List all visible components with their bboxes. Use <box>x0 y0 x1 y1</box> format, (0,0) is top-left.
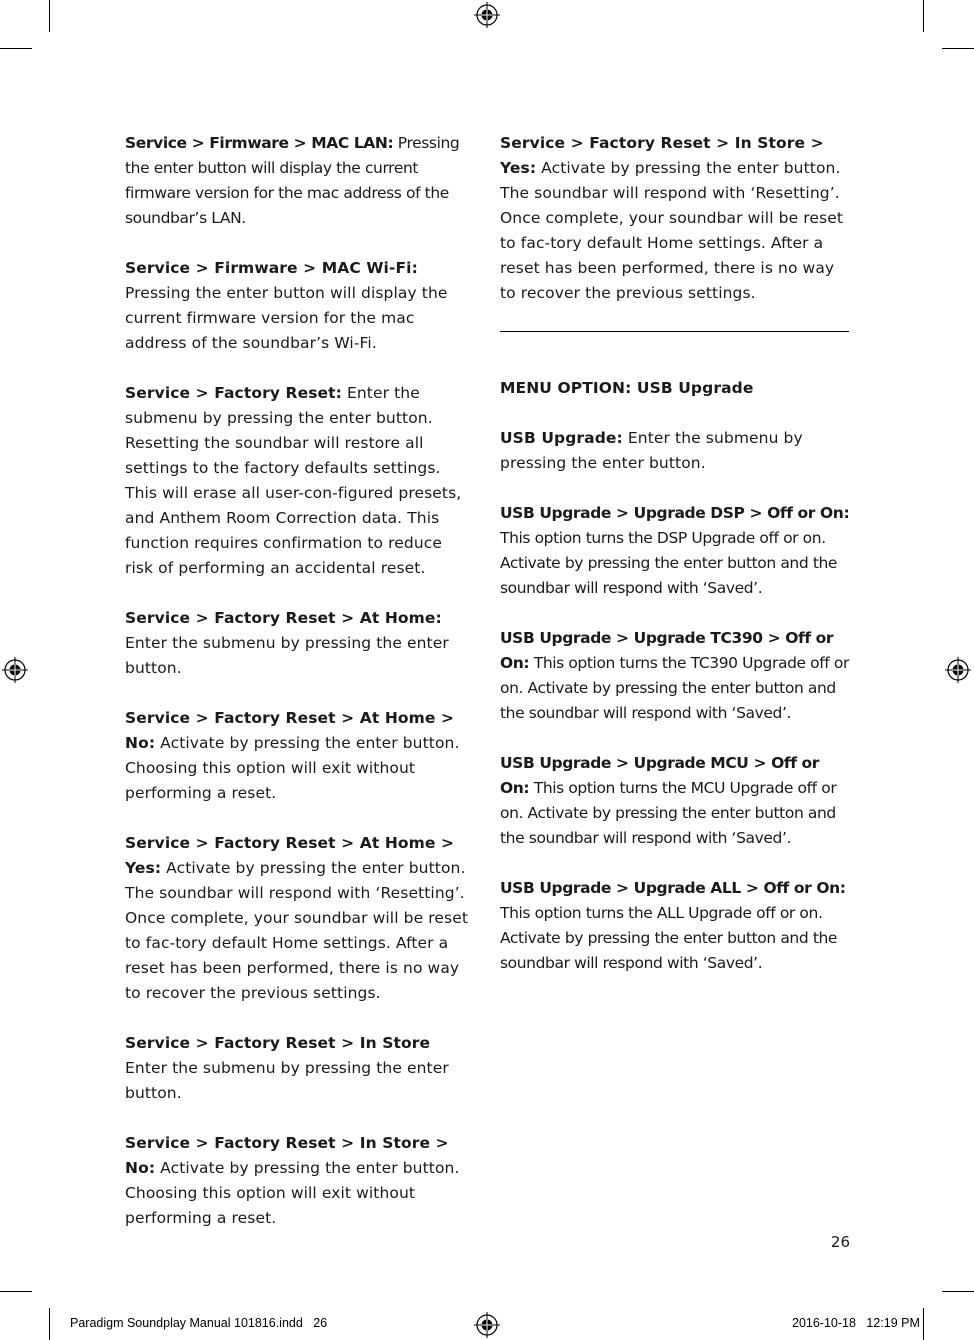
crop-mark <box>0 1291 32 1292</box>
entry-title: USB Upgrade: <box>500 429 623 447</box>
entry-title: Service > Factory Reset > At Home: <box>125 609 442 627</box>
entry-upgrade-mcu <box>500 751 850 851</box>
entry-title: Service > Firmware > MAC Wi-Fi: <box>125 259 418 277</box>
entry-title: USB Upgrade > Upgrade DSP > Off or On: <box>500 504 850 522</box>
entry-factory-reset-at-home-yes <box>125 831 475 1006</box>
crop-mark <box>923 1308 924 1340</box>
heading-text: MENU OPTION: USB Upgrade <box>500 379 754 397</box>
entry-title: Service > Factory Reset: <box>125 384 342 402</box>
entry-body: Activate by pressing the enter button. The soundbar will respond with ‘Resetting’. Once complete, your soundbar will be reset to fac-tory default Home settings. After a reset has been performed, there is no way to recover the previous settings. <box>125 859 469 1002</box>
entry-body: Enter the submenu by pressing the enter button. <box>500 429 803 472</box>
entry-body: This option turns the MCU Upgrade off or on. Activate by pressing the enter button and the soundbar will respond with ‘Saved’. <box>500 779 837 847</box>
entry-upgrade-dsp <box>500 501 850 601</box>
entry-upgrade-tc390 <box>500 626 850 726</box>
entry-title: Service > Firmware > MAC LAN: <box>125 134 394 152</box>
entry-title: USB Upgrade > Upgrade MCU > Off or On: <box>500 754 820 797</box>
entry-firmware-mac-wifi <box>125 256 475 356</box>
entry-title: Service > Factory Reset > At Home > No: <box>125 709 455 752</box>
entry-title: USB Upgrade > Upgrade ALL > Off or On: <box>500 879 846 897</box>
entry-title: Service > Factory Reset > At Home > Yes: <box>125 834 455 877</box>
entry-body: Activate by pressing the enter button. Choosing this option will exit without performing a reset. <box>125 1159 460 1227</box>
right-column <box>500 131 850 1001</box>
entry-body: Activate by pressing the enter button. The soundbar will respond with ‘Resetting’. Once complete, your soundbar will be reset to fac-tory default Home settings. After a reset has been performed, there is no way to recover the previous settings. <box>500 159 844 302</box>
registration-mark-icon <box>2 657 28 683</box>
entry-body: Enter the submenu by pressing the enter button. <box>125 1059 449 1102</box>
entry-usb-upgrade <box>500 426 850 476</box>
entry-body: Enter the submenu by pressing the enter button. Resetting the soundbar will restore all settings to the factory defaults settings. This will erase all user-con-figured presets, and Anthem Room Correction data. This function requires confirmation to reduce risk of performing an accidental reset. <box>125 384 462 577</box>
entry-title: Service > Factory Reset > In Store > Yes: <box>500 134 824 177</box>
page-number: 26 <box>830 1233 850 1251</box>
crop-mark <box>942 1291 974 1292</box>
slug-file-name: Paradigm Soundplay Manual 101816.indd 26 <box>70 1316 328 1330</box>
entry-body: Pressing the enter button will display the current firmware version for the mac address of the soundbar’s LAN. <box>125 134 460 227</box>
left-column <box>125 131 475 1256</box>
entry-title: USB Upgrade > Upgrade TC390 > Off or On: <box>500 629 834 672</box>
section-divider <box>500 331 849 332</box>
entry-factory-reset <box>125 381 475 581</box>
registration-mark-icon <box>474 2 500 28</box>
crop-mark <box>49 0 50 32</box>
entry-factory-reset-at-home <box>125 606 475 681</box>
entry-body: Enter the submenu by pressing the enter button. <box>125 634 449 677</box>
entry-firmware-mac-lan <box>125 131 475 231</box>
crop-mark <box>923 0 924 32</box>
registration-mark-icon <box>474 1312 500 1338</box>
entry-body: This option turns the TC390 Upgrade off or on. Activate by pressing the enter button and the soundbar will respond with ‘Saved’. <box>500 654 849 722</box>
entry-factory-reset-at-home-no <box>125 706 475 806</box>
entry-factory-reset-in-store <box>125 1031 475 1106</box>
registration-mark-icon <box>945 657 971 683</box>
entry-factory-reset-in-store-yes <box>500 131 850 306</box>
menu-option-heading <box>500 376 850 401</box>
crop-mark <box>942 48 974 49</box>
entry-title: Service > Factory Reset > In Store > No: <box>125 1134 449 1177</box>
entry-upgrade-all <box>500 876 850 976</box>
entry-body: This option turns the DSP Upgrade off or on. Activate by pressing the enter button and the soundbar will respond with ‘Saved’. <box>500 529 838 597</box>
crop-mark <box>49 1308 50 1340</box>
entry-body: Activate by pressing the enter button. Choosing this option will exit without performing a reset. <box>125 734 460 802</box>
entry-body: This option turns the ALL Upgrade off or on. Activate by pressing the enter button and the soundbar will respond with ‘Saved’. <box>500 904 838 972</box>
entry-factory-reset-in-store-no <box>125 1131 475 1231</box>
crop-mark <box>0 48 32 49</box>
entry-body: Pressing the enter button will display the current firmware version for the mac address of the soundbar’s Wi-Fi. <box>125 284 448 352</box>
entry-title: Service > Factory Reset > In Store <box>125 1034 431 1052</box>
slug-timestamp: 2016-10-18 12:19 PM <box>792 1316 920 1330</box>
